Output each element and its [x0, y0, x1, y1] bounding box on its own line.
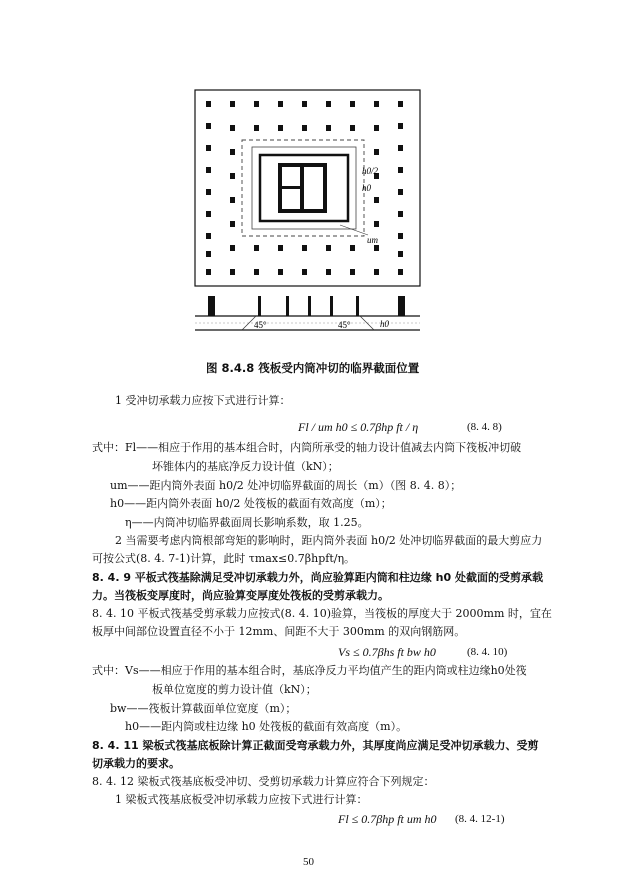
text-line: 力。当筏板变厚度时，尚应验算变厚度处筏板的受剪承载力。	[92, 589, 389, 602]
text-line: 坏锥体内的基底净反力设计值（kN）；	[152, 460, 339, 473]
text-line: 板单位宽度的剪力设计值（kN）；	[152, 683, 317, 696]
raft-outline	[195, 90, 420, 286]
text-line: um——距内筒外表面 h0/2 处冲切临界截面的周长（m）（图 8. 4. 8）；	[110, 479, 462, 492]
equation-number: (8. 4. 8)	[467, 421, 502, 433]
clause-8-4-10: 8. 4. 10 平板式筏基受剪承载力应按式(8. 4. 10)验算，当筏板的厚度大于 2000mm 时，宜在	[92, 607, 552, 620]
text-line: 式中：Vs——相应于作用的基本组合时，基底净反力平均值产生的距内筒或柱边缘h0处筏	[92, 664, 527, 677]
text-line: h0——距内筒或柱边缘 h0 处筏板的截面有效高度（m）。	[125, 720, 408, 733]
equation-number: (8. 4. 10)	[467, 646, 508, 658]
text-line: 1 梁板式筏基底板受冲切承载力应按下式进行计算：	[115, 793, 368, 806]
clause-8-4-11: 8. 4. 11 梁板式筏基底板除计算正截面受弯承载力外，其厚度尚应满足受冲切承载力、受剪	[92, 739, 539, 752]
clause-8-4-12: 8. 4. 12 梁板式筏基底板受冲切、受剪切承载力计算应符合下列规定：	[92, 775, 435, 788]
text-line: 式中：Fl——相应于作用的基本组合时，内筒所承受的轴力设计值减去内筒下筏板冲切破	[92, 441, 522, 454]
page-number: 50	[303, 856, 314, 868]
text-line: 板厚中间部位设置直径不小于 12mm、间距不大于 300mm 的双向钢筋网。	[92, 625, 466, 638]
text-line: bw——筏板计算截面单位宽度（m）；	[110, 702, 297, 715]
equation-8-4-12-1: Fl ≤ 0.7βhp ft um h0	[338, 812, 437, 826]
equation-8-4-8: Fl / um h0 ≤ 0.7βhp ft / η	[298, 420, 419, 434]
h0-label: h0	[362, 183, 371, 193]
equation-number: (8. 4. 12-1)	[455, 813, 505, 825]
section-h0-label: h0	[380, 319, 389, 329]
text-line: η——内筒冲切临界截面周长影响系数，取 1.25。	[125, 516, 369, 529]
text-line: 1 受冲切承载力应按下式进行计算：	[115, 394, 291, 407]
text-line: 2 当需要考虑内筒根部弯矩的影响时，距内筒外表面 h0/2 处冲切临界截面的最大剪应力	[115, 534, 543, 547]
figure-caption: 图 8.4.8 筏板受内筒冲切的临界截面位置	[206, 361, 420, 375]
text-line: h0——距内筒外表面 h0/2 处筏板的截面有效高度（m）；	[110, 497, 392, 510]
equation-8-4-10: Vs ≤ 0.7βhs ft bw h0	[338, 645, 436, 659]
text-line: 切承载力的要求。	[92, 757, 180, 770]
text-line: 可按公式(8. 4. 7-1)计算，此时 τmax≤0.7βhpft/η。	[92, 552, 356, 565]
clause-8-4-9: 8. 4. 9 平板式筏基除满足受冲切承载力外，尚应验算距内筒和柱边缘 h0 处截面的受剪承载	[92, 571, 543, 584]
core-walls	[278, 163, 327, 213]
angle-45-left: 45°	[254, 320, 267, 330]
angle-45-right: 45°	[338, 320, 351, 330]
column-grid	[206, 101, 403, 275]
um-label: um	[367, 235, 378, 245]
section-columns	[208, 296, 405, 316]
h0-half-label: h0/2	[362, 166, 379, 176]
punching-shear-figure	[190, 85, 430, 350]
